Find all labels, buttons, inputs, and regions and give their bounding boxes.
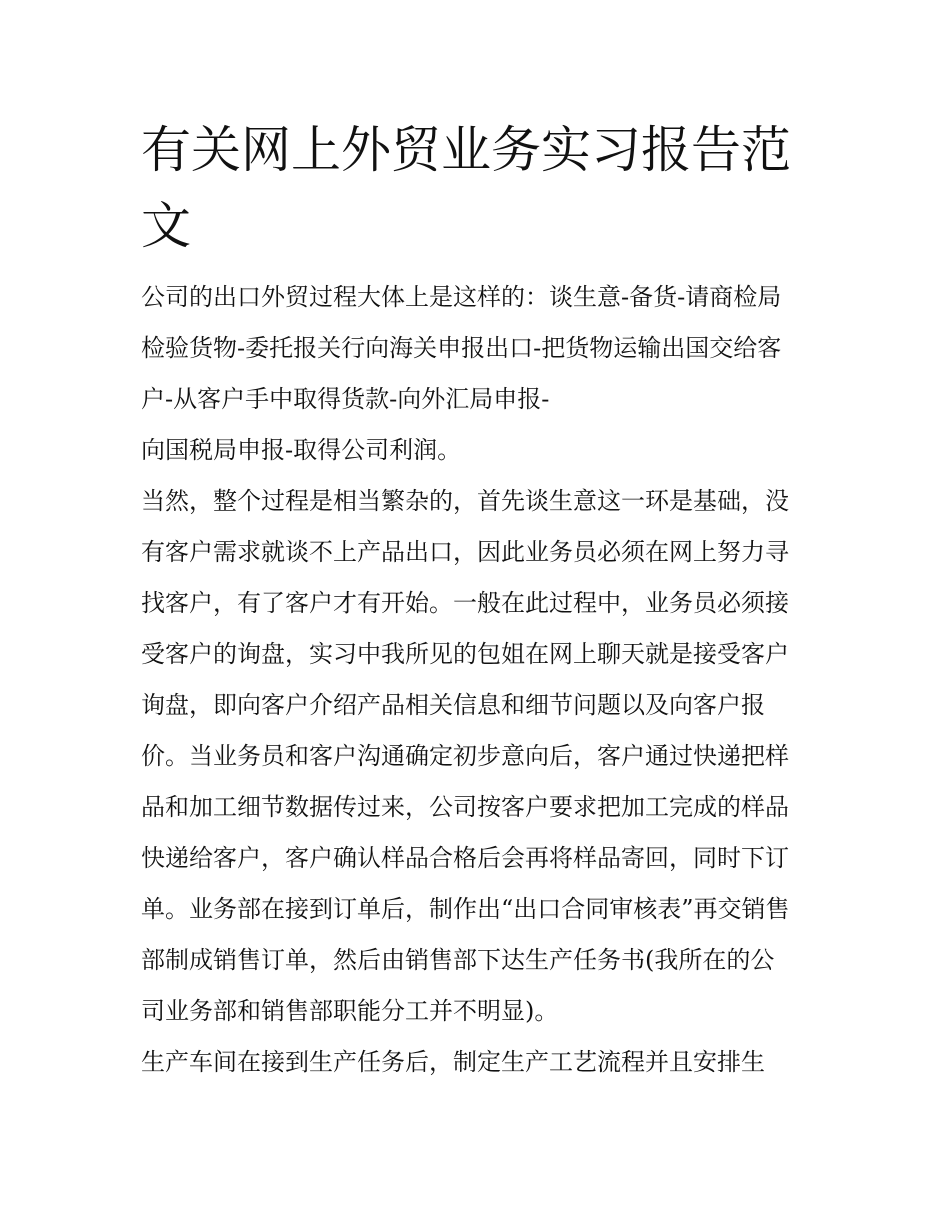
paragraph-production: 生产车间在接到生产任务后，制定生产工艺流程并且安排生 <box>141 1048 765 1076</box>
document-title: 有关网上外贸业务实习报告范 文 <box>141 121 791 255</box>
paragraph-process-overview-cont: 向国税局申报-取得公司利润。 <box>141 436 462 464</box>
paragraph-negotiation-details: 当然，整个过程是相当繁杂的，首先谈生意这一环是基础，没 有客户需求就谈不上产品出口，因此业务员必须在网上努力寻 找客户，有了客户才有开始。一般在此过程中，业务员必须接 受客户的询盘，实习中我所见的包姐在网上聊天就是接受客户 询盘，即向客户介绍产品相关信息和细节问题以及向客户报 价。当业务员和客户沟通确定初步意向后，客户通过快递把样 品和加工细节数据传过来，公司按客户要求把加工完成的样品 快递给客户，客户确认样品合格后会再将样品寄回，同时下订 单。业务部在接到订单后，制作出“出口合同审核表”再交销售 部制成销售订单，然后由销售部下达生产任务书(我所在的公 司业务部和销售部职能分工并不明显)。 <box>141 487 790 1025</box>
paragraph-process-overview: 公司的出口外贸过程大体上是这样的：谈生意-备货-请商检局 检验货物-委托报关行向海关申报出口-把货物运输出国交给客 户-从客户手中取得货款-向外汇局申报- <box>141 283 782 413</box>
document-body <box>141 112 813 1088</box>
